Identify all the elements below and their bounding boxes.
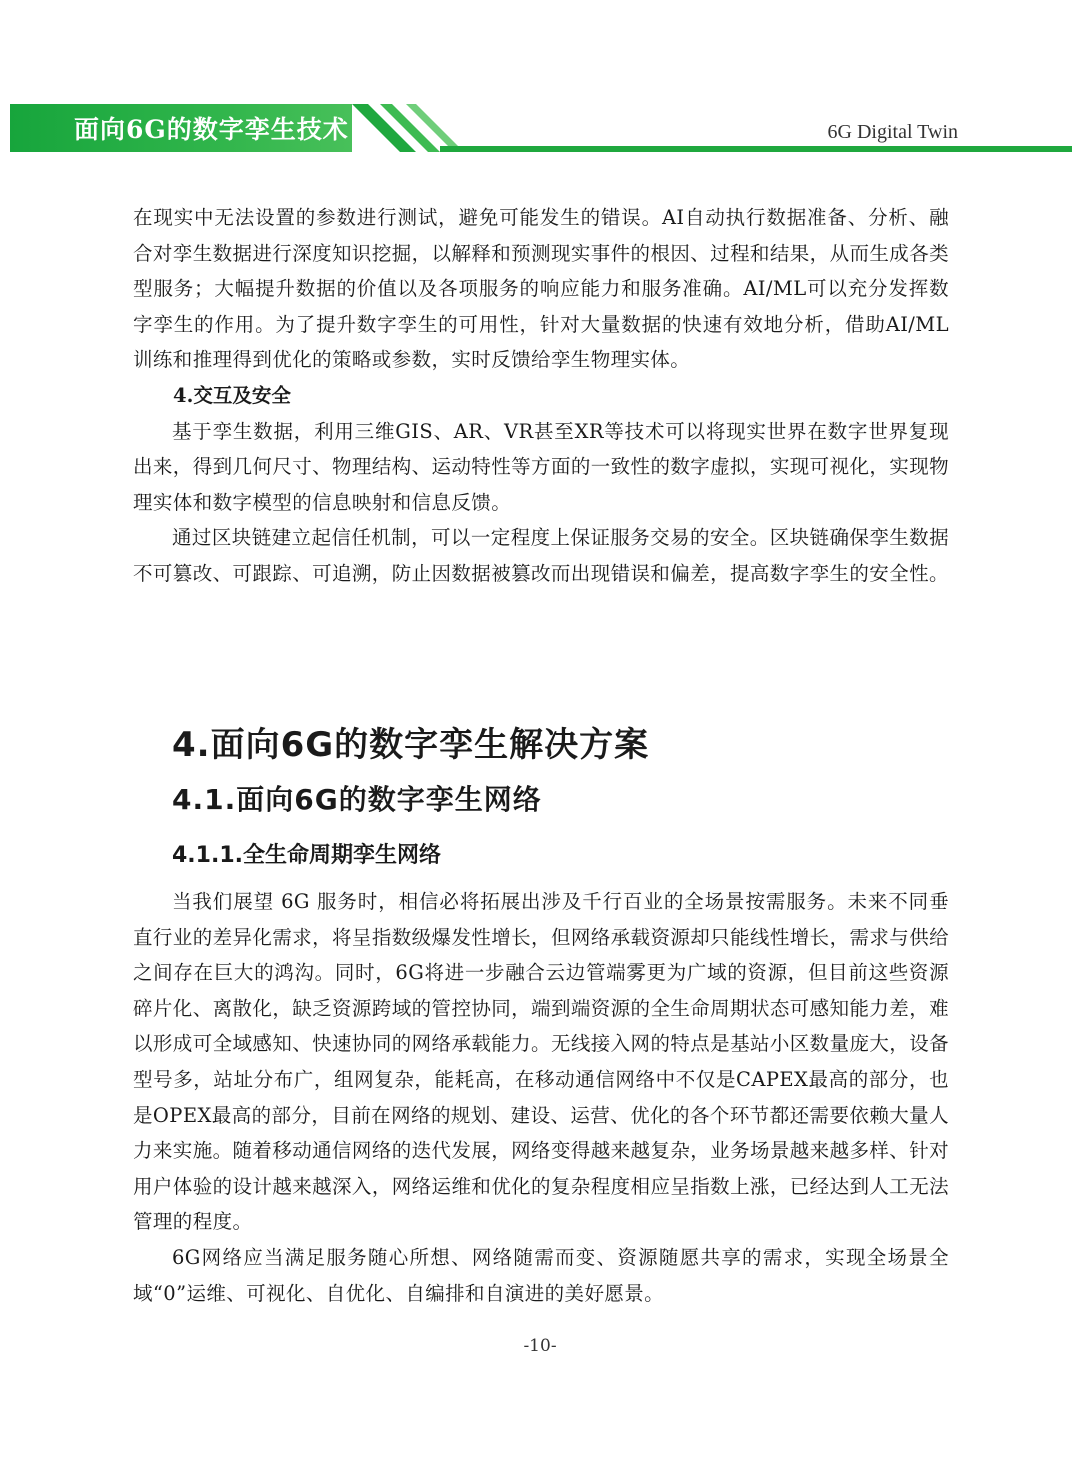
main-section [133, 884, 949, 1311]
header-title: 面向6G的数字孪生技术 [74, 115, 349, 144]
page-number: -10- [523, 1336, 557, 1356]
paragraph: 当我们展望 6G 服务时，相信必将拓展出涉及千行百业的全场景按需服务。未来不同垂直行业的差异化需求，将呈指数级爆发性增长，但网络承载资源却只能线性增长，需求与供给之间存在巨大的鸿沟。同时，6G将进一步融合云边管端雾更为广域的资源，但目前这些资源碎片化、离散化，缺乏资源跨域的管控协同，端到端资源的全生命周期状态可感知能力差，难以形成可全域感知、快速协同的网络承载能力。无线接入网的特点是基站小区数量庞大，设备型号多，站址分布广，组网复杂，能耗高，在移动通信网络中不仅是CAPEX最高的部分，也是OPEX最高的部分，目前在网络的规划、建设、运营、优化的各个环节都还需要依赖大量人力来实施。随着移动通信网络的迭代发展，网络变得越来越复杂，业务场景越来越多样、针对用户体验的设计越来越深入，网络运维和优化的复杂程度相应呈指数上涨，已经达到人工无法管理的程度。 [133, 890, 949, 1234]
paragraph: 基于孪生数据，利用三维GIS、AR、VR甚至XR等技术可以将现实世界在数字世界复现出来，得到几何尺寸、物理结构、运动特性等方面的一致性的数字虚拟，实现可视化，实现物理实体和数字模型的信息映射和信息反馈。 [133, 419, 949, 514]
page-header [0, 0, 1080, 160]
top-section [133, 200, 949, 592]
subsection-heading: 4.1.1.全生命周期孪生网络 [172, 843, 441, 868]
paragraph: 6G网络应当满足服务随心所想、网络随需而变、资源随愿共享的需求，实现全场景全域“0”运维、可视化、自优化、自编排和自演进的美好愿景。 [133, 1245, 949, 1305]
section-heading: 4.1.面向6G的数字孪生网络 [172, 783, 542, 816]
subheading: 4.交互及安全 [173, 383, 291, 407]
paragraph: 在现实中无法设置的参数进行测试，避免可能发生的错误。AI自动执行数据准备、分析、融合对孪生数据进行深度知识挖掘，以解释和预测现实事件的根因、过程和结果，从而生成各类型服务；大幅提升数据的价值以及各项服务的响应能力和服务准确。AI/ML可以充分发挥数字孪生的作用。为了提升数字孪生的可用性，针对大量数据的快速有效地分析，借助AI/ML训练和推理得到优化的策略或参数，实时反馈给孪生物理实体。 [133, 206, 949, 372]
chapter-heading: 4.面向6G的数字孪生解决方案 [172, 725, 650, 765]
paragraph: 通过区块链建立起信任机制，可以一定程度上保证服务交易的安全。区块链确保孪生数据不可篡改、可跟踪、可追溯，防止因数据被篡改而出现错误和偏差，提高数字孪生的安全性。 [133, 526, 949, 585]
header-subtitle: 6G Digital Twin [827, 121, 958, 143]
